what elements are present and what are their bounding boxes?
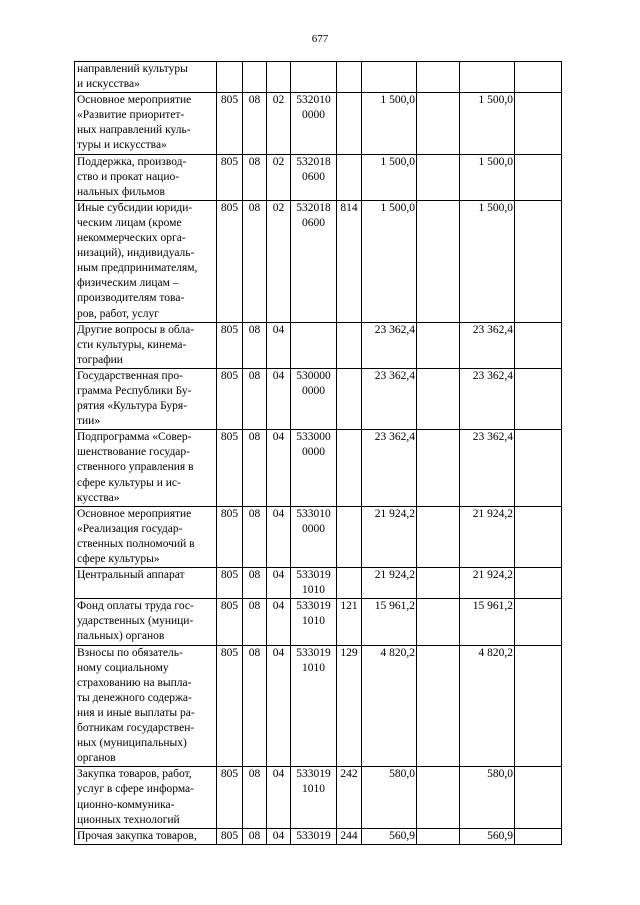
table-row bbox=[75, 767, 562, 828]
amount-cell-2 bbox=[417, 62, 460, 93]
amount-total-cell: 21 924,2 bbox=[460, 568, 515, 599]
table-row bbox=[75, 645, 562, 767]
amount-cell-2 bbox=[417, 767, 460, 828]
amount-cell-4 bbox=[515, 599, 562, 645]
amount-total-cell: 580,0 bbox=[460, 767, 515, 828]
subsection-cell: 02 bbox=[267, 93, 291, 154]
amount-cell-4 bbox=[515, 368, 562, 429]
expense-type-cell bbox=[337, 154, 362, 200]
amount-cell: 580,0 bbox=[362, 767, 417, 828]
amount-cell: 15 961,2 bbox=[362, 599, 417, 645]
subsection-cell: 02 bbox=[267, 154, 291, 200]
amount-cell-2 bbox=[417, 154, 460, 200]
expense-type-cell: 814 bbox=[337, 200, 362, 322]
section-cell: 08 bbox=[243, 93, 267, 154]
item-name-cell: Основное мероприятие «Реализация государ- ственных полномочий в сфере культуры» bbox=[75, 506, 217, 567]
table-row bbox=[75, 368, 562, 429]
expense-type-cell bbox=[337, 430, 362, 506]
amount-cell bbox=[362, 62, 417, 93]
amount-cell: 23 362,4 bbox=[362, 368, 417, 429]
table-row bbox=[75, 568, 562, 599]
amount-cell-2 bbox=[417, 568, 460, 599]
item-name-cell: Основное мероприятие «Развитие приоритет- ных направлений куль- туры и искусства» bbox=[75, 93, 217, 154]
section-cell: 08 bbox=[243, 368, 267, 429]
table-row bbox=[75, 430, 562, 506]
grbs-cell: 805 bbox=[217, 93, 243, 154]
table-row bbox=[75, 828, 562, 844]
table-row bbox=[75, 322, 562, 368]
amount-cell: 1 500,0 bbox=[362, 200, 417, 322]
section-cell: 08 bbox=[243, 154, 267, 200]
section-cell: 08 bbox=[243, 322, 267, 368]
subsection-cell: 04 bbox=[267, 767, 291, 828]
target-article-cell: 530000 0000 bbox=[291, 368, 337, 429]
item-name-cell: Фонд оплаты труда гос- ударственных (муници- пальных) органов bbox=[75, 599, 217, 645]
subsection-cell: 04 bbox=[267, 368, 291, 429]
target-article-cell: 533019 bbox=[291, 828, 337, 844]
subsection-cell: 04 bbox=[267, 645, 291, 767]
target-article-cell: 533019 1010 bbox=[291, 645, 337, 767]
grbs-cell: 805 bbox=[217, 568, 243, 599]
item-name-cell: Взносы по обязатель- ному социальному страхованию на выпла- ты денежного содержа- ния и иные выплаты ра- ботникам государствен- ных (муниципальных) органов bbox=[75, 645, 217, 767]
subsection-cell: 04 bbox=[267, 828, 291, 844]
item-name-cell: Центральный аппарат bbox=[75, 568, 217, 599]
subsection-cell: 02 bbox=[267, 200, 291, 322]
expense-type-cell bbox=[337, 93, 362, 154]
amount-cell-4 bbox=[515, 430, 562, 506]
amount-cell-2 bbox=[417, 599, 460, 645]
target-article-cell: 532018 0600 bbox=[291, 200, 337, 322]
amount-cell-4 bbox=[515, 506, 562, 567]
item-name-cell: направлений культуры и искусства» bbox=[75, 62, 217, 93]
amount-cell-2 bbox=[417, 200, 460, 322]
amount-cell-4 bbox=[515, 828, 562, 844]
target-article-cell: 533019 1010 bbox=[291, 767, 337, 828]
item-name-cell: Государственная про- грамма Республики Бу- рятия «Культура Буря- тии» bbox=[75, 368, 217, 429]
amount-cell: 21 924,2 bbox=[362, 568, 417, 599]
amount-cell: 1 500,0 bbox=[362, 93, 417, 154]
grbs-cell: 805 bbox=[217, 322, 243, 368]
amount-cell: 23 362,4 bbox=[362, 430, 417, 506]
target-article-cell bbox=[291, 322, 337, 368]
section-cell bbox=[243, 62, 267, 93]
amount-cell-2 bbox=[417, 828, 460, 844]
grbs-cell: 805 bbox=[217, 200, 243, 322]
item-name-cell: Поддержка, производ- ство и прокат нацио- нальных фильмов bbox=[75, 154, 217, 200]
amount-cell: 4 820,2 bbox=[362, 645, 417, 767]
expense-type-cell bbox=[337, 506, 362, 567]
item-name-cell: Другие вопросы в обла- сти культуры, кинема- тографии bbox=[75, 322, 217, 368]
subsection-cell: 04 bbox=[267, 430, 291, 506]
target-article-cell: 533019 1010 bbox=[291, 599, 337, 645]
amount-cell: 21 924,2 bbox=[362, 506, 417, 567]
subsection-cell: 04 bbox=[267, 599, 291, 645]
expense-type-cell: 121 bbox=[337, 599, 362, 645]
section-cell: 08 bbox=[243, 200, 267, 322]
amount-total-cell: 15 961,2 bbox=[460, 599, 515, 645]
amount-total-cell: 23 362,4 bbox=[460, 322, 515, 368]
amount-total-cell: 1 500,0 bbox=[460, 200, 515, 322]
amount-cell-2 bbox=[417, 368, 460, 429]
item-name-cell: Подпрограмма «Совер- шенствование государ- ственного управления в сфере культуры и ис- кусства» bbox=[75, 430, 217, 506]
amount-total-cell: 4 820,2 bbox=[460, 645, 515, 767]
grbs-cell: 805 bbox=[217, 368, 243, 429]
grbs-cell: 805 bbox=[217, 599, 243, 645]
table-row bbox=[75, 599, 562, 645]
grbs-cell: 805 bbox=[217, 506, 243, 567]
target-article-cell bbox=[291, 62, 337, 93]
amount-total-cell bbox=[460, 62, 515, 93]
amount-total-cell: 560,9 bbox=[460, 828, 515, 844]
subsection-cell: 04 bbox=[267, 322, 291, 368]
item-name-cell: Иные субсидии юриди- ческим лицам (кроме некоммерческих орга- низаций), индивидуаль- ным предпринимателям, физическим лицам – производителям това- ров, работ, услуг bbox=[75, 200, 217, 322]
amount-cell-4 bbox=[515, 93, 562, 154]
section-cell: 08 bbox=[243, 767, 267, 828]
subsection-cell: 04 bbox=[267, 506, 291, 567]
grbs-cell: 805 bbox=[217, 828, 243, 844]
amount-total-cell: 23 362,4 bbox=[460, 430, 515, 506]
section-cell: 08 bbox=[243, 568, 267, 599]
target-article-cell: 533000 0000 bbox=[291, 430, 337, 506]
expense-type-cell bbox=[337, 62, 362, 93]
amount-cell: 560,9 bbox=[362, 828, 417, 844]
amount-total-cell: 1 500,0 bbox=[460, 154, 515, 200]
amount-cell-2 bbox=[417, 93, 460, 154]
amount-cell-4 bbox=[515, 645, 562, 767]
target-article-cell: 532010 0000 bbox=[291, 93, 337, 154]
expense-type-cell: 242 bbox=[337, 767, 362, 828]
amount-cell-4 bbox=[515, 767, 562, 828]
amount-cell-4 bbox=[515, 322, 562, 368]
amount-cell: 1 500,0 bbox=[362, 154, 417, 200]
amount-cell-4 bbox=[515, 200, 562, 322]
amount-cell-2 bbox=[417, 645, 460, 767]
amount-total-cell: 21 924,2 bbox=[460, 506, 515, 567]
amount-cell: 23 362,4 bbox=[362, 322, 417, 368]
table-row bbox=[75, 93, 562, 154]
amount-cell-2 bbox=[417, 430, 460, 506]
item-name-cell: Прочая закупка товаров, bbox=[75, 828, 217, 844]
section-cell: 08 bbox=[243, 645, 267, 767]
grbs-cell: 805 bbox=[217, 645, 243, 767]
amount-cell-2 bbox=[417, 322, 460, 368]
grbs-cell: 805 bbox=[217, 154, 243, 200]
budget-table bbox=[74, 61, 562, 845]
amount-cell-4 bbox=[515, 62, 562, 93]
section-cell: 08 bbox=[243, 599, 267, 645]
table-row bbox=[75, 506, 562, 567]
amount-total-cell: 23 362,4 bbox=[460, 368, 515, 429]
amount-total-cell: 1 500,0 bbox=[460, 93, 515, 154]
target-article-cell: 532018 0600 bbox=[291, 154, 337, 200]
subsection-cell: 04 bbox=[267, 568, 291, 599]
table-row bbox=[75, 154, 562, 200]
section-cell: 08 bbox=[243, 430, 267, 506]
grbs-cell bbox=[217, 62, 243, 93]
expense-type-cell bbox=[337, 568, 362, 599]
amount-cell-4 bbox=[515, 154, 562, 200]
expense-type-cell: 129 bbox=[337, 645, 362, 767]
grbs-cell: 805 bbox=[217, 767, 243, 828]
expense-type-cell bbox=[337, 322, 362, 368]
target-article-cell: 533019 1010 bbox=[291, 568, 337, 599]
target-article-cell: 533010 0000 bbox=[291, 506, 337, 567]
section-cell: 08 bbox=[243, 506, 267, 567]
expense-type-cell: 244 bbox=[337, 828, 362, 844]
grbs-cell: 805 bbox=[217, 430, 243, 506]
item-name-cell: Закупка товаров, работ, услуг в сфере информа- ционно-коммуника- ционных технологий bbox=[75, 767, 217, 828]
expense-type-cell bbox=[337, 368, 362, 429]
table-row bbox=[75, 200, 562, 322]
amount-cell-2 bbox=[417, 506, 460, 567]
page-number: 677 bbox=[311, 33, 329, 45]
amount-cell-4 bbox=[515, 568, 562, 599]
table-row bbox=[75, 62, 562, 93]
subsection-cell bbox=[267, 62, 291, 93]
section-cell: 08 bbox=[243, 828, 267, 844]
